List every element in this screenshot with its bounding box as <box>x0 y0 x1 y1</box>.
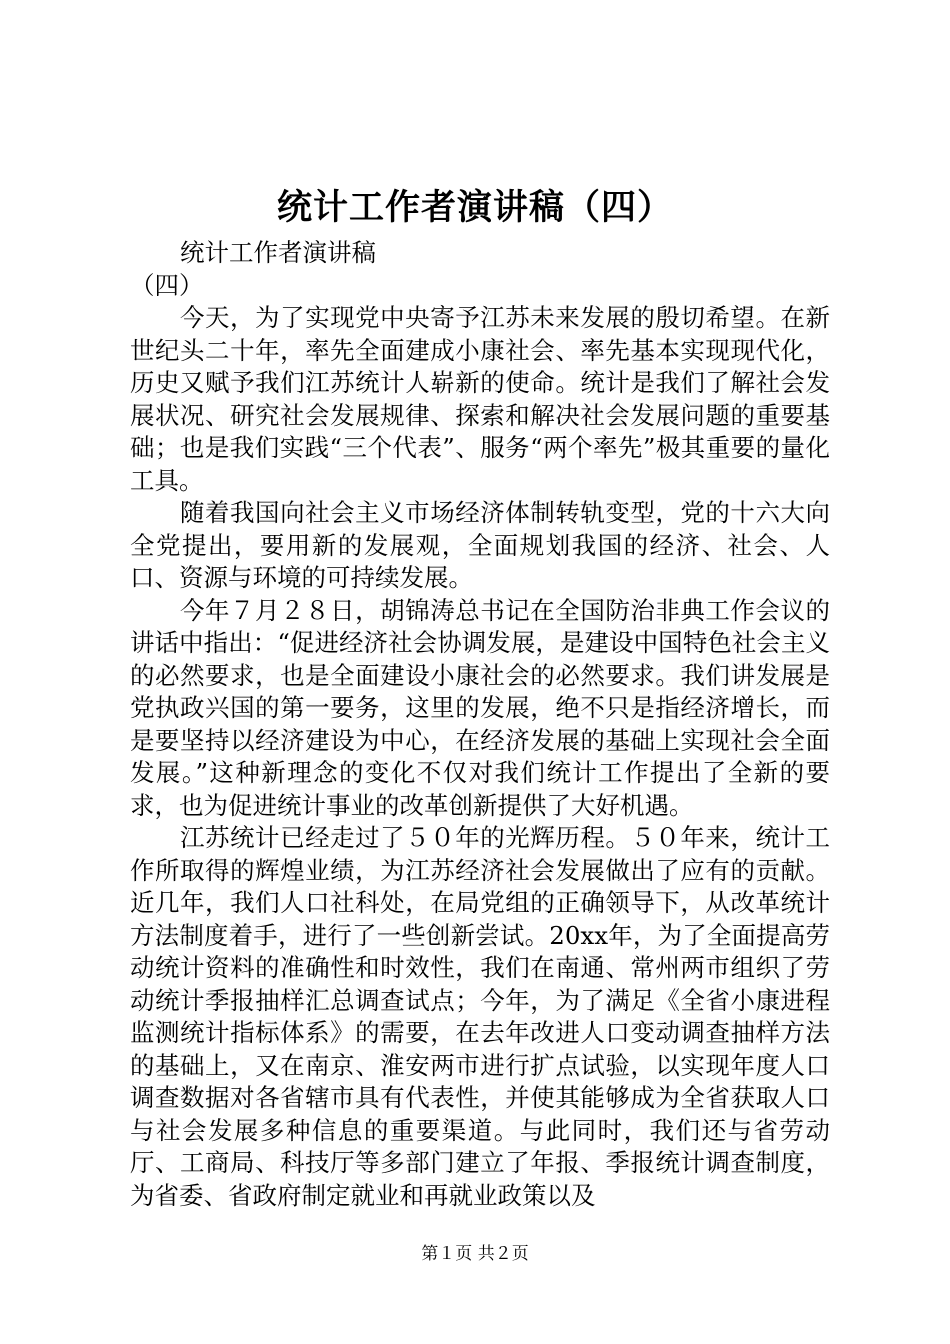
subtitle-line: 统计工作者演讲稿 <box>180 238 376 267</box>
subtitle-number: （四） <box>130 270 204 300</box>
paragraph: 随着我国向社会主义市场经济体制转轨变型，党的十六大向全党提出，要用新的发展观，全面规划我国的经济、社会、人口、资源与环境的可持续发展。 <box>130 498 830 592</box>
document-body <box>130 237 830 1212</box>
paragraph: 今天，为了实现党中央寄予江苏未来发展的殷切希望。在新世纪头二十年，率先全面建成小康社会、率先基本实现现代化，历史又赋予我们江苏统计人崭新的使命。统计是我们了解社会发展状况、研究社会发展规律、探索和解决社会发展问题的重要基础；也是我们实践“三个代表”、服务“两个率先”极其重要的量化工具。 <box>130 303 830 495</box>
paragraph: 今年７月２８日，胡锦涛总书记在全国防治非典工作会议的讲话中指出：“促进经济社会协调发展，是建设中国特色社会主义的必然要求，也是全面建设小康社会的必然要求。我们讲发展是党执政兴国的第一要务，这里的发展，绝不只是指经济增长，而是要坚持以经济建设为中心，在经济发展的基础上实现社会全面发展。”这种新理念的变化不仅对我们统计工作提出了全新的要求，也为促进统计事业的改革创新提供了大好机遇。 <box>130 595 830 820</box>
page-number-footer: 第１页 共２页 <box>421 1244 529 1264</box>
document-title: 统计工作者演讲稿（四） <box>276 187 673 228</box>
paragraph: 江苏统计已经走过了５０年的光辉历程。５０年来，统计工作所取得的辉煌业绩，为江苏经济社会发展做出了应有的贡献。近几年，我们人口社科处，在局党组的正确领导下，从改革统计方法制度着手，进行了一些创新尝试。20xx年，为了全面提高劳动统计资料的准确性和时效性，我们在南通、常州两市组织了劳动统计季报抽样汇总调查试点；今年，为了满足《全省小康进程监测统计指标体系》的需要，在去年改进人口变动调查抽样方法的基础上，又在南京、淮安两市进行扩点试验，以实现年度人口调查数据对各省辖市具有代表性，并使其能够成为全省获取人口与社会发展多种信息的重要渠道。与此同时，我们还与省劳动厅、工商局、科技厅等多部门建立了年报、季报统计调查制度，为省委、省政府制定就业和再就业政策以及 <box>130 823 830 1210</box>
